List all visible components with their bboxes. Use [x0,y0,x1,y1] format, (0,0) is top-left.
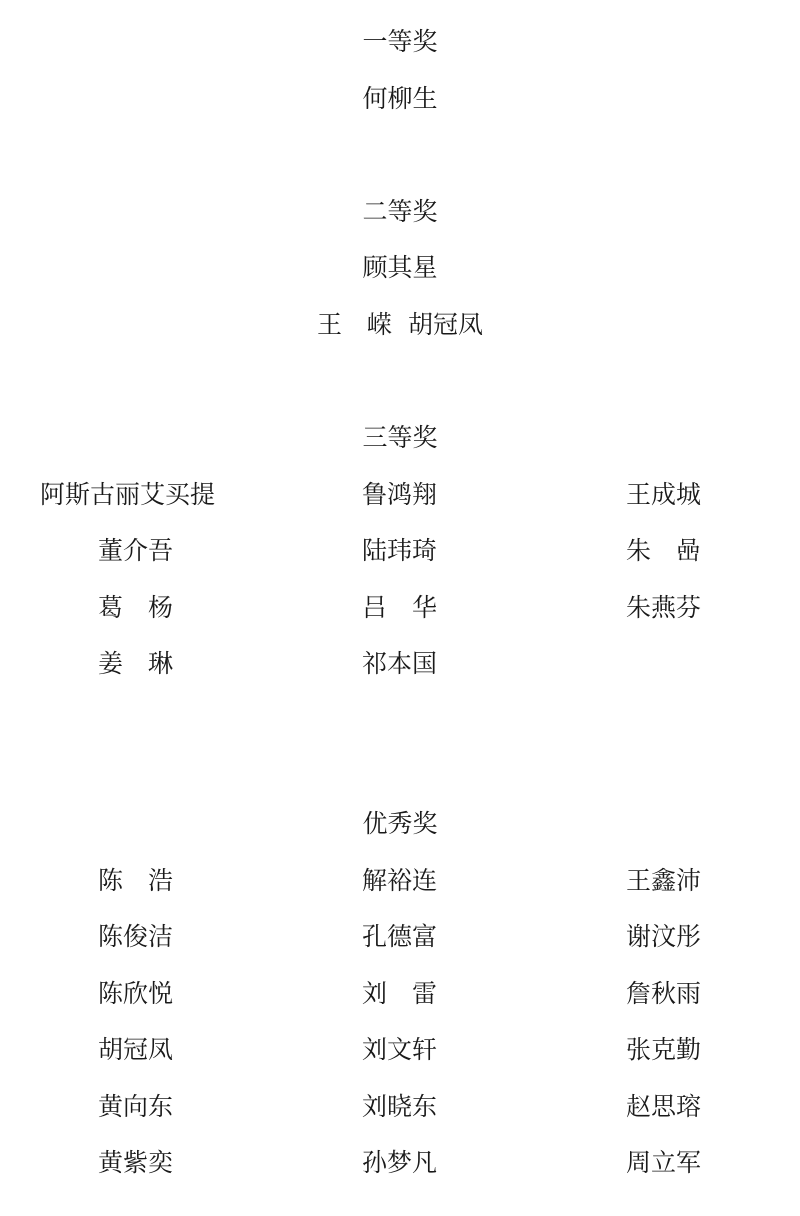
third-prize-name: 董介吾 [98,536,174,565]
excellence-prize-name: 陈俊洁 [98,922,174,951]
third-prize-name: 王成城 [626,480,702,509]
excellence-prize-name: 解裕连 [362,866,438,895]
excellence-prize-name: 孔德富 [362,922,438,951]
excellence-prize-name: 詹秋雨 [626,979,702,1008]
excellence-prize-name: 刘 雷 [362,979,438,1008]
excellence-prize-name: 陈 浩 [98,866,174,895]
third-prize-name: 陆玮琦 [362,536,438,565]
third-prize-heading: 三等奖 [362,423,438,452]
second-prize-line-1: 顾其星 [362,253,438,282]
excellence-prize-name: 赵思瑢 [626,1092,702,1121]
excellence-prize-name: 周立军 [626,1148,702,1177]
third-prize-name: 葛 杨 [98,593,174,622]
excellence-prize-name: 黄向东 [98,1092,174,1121]
third-prize-name: 吕 华 [362,593,438,622]
second-prize-line-2: 王 嵘 胡冠凤 [317,310,483,339]
excellence-prize-name: 黄紫奕 [98,1148,174,1177]
third-prize-name: 朱燕芬 [626,593,702,622]
second-prize-heading: 二等奖 [362,197,438,226]
excellence-prize-heading: 优秀奖 [362,809,438,838]
excellence-prize-name: 陈欣悦 [98,979,174,1008]
excellence-prize-name: 刘晓东 [362,1092,438,1121]
third-prize-name: 祁本国 [362,649,438,678]
excellence-prize-name: 孙梦凡 [362,1148,438,1177]
excellence-prize-name: 谢汶彤 [626,922,702,951]
excellence-prize-name: 张克勤 [626,1035,702,1064]
third-prize-name: 姜 琳 [98,649,174,678]
first-prize-heading: 一等奖 [362,27,438,56]
excellence-prize-name: 王鑫沛 [626,866,702,895]
excellence-prize-name: 刘文轩 [362,1035,438,1064]
first-prize-name: 何柳生 [362,84,438,113]
third-prize-name: 阿斯古丽艾买提 [40,480,216,509]
excellence-prize-name: 胡冠凤 [98,1035,174,1064]
third-prize-name: 朱 喦 [626,536,702,565]
third-prize-name: 鲁鸿翔 [362,480,438,509]
